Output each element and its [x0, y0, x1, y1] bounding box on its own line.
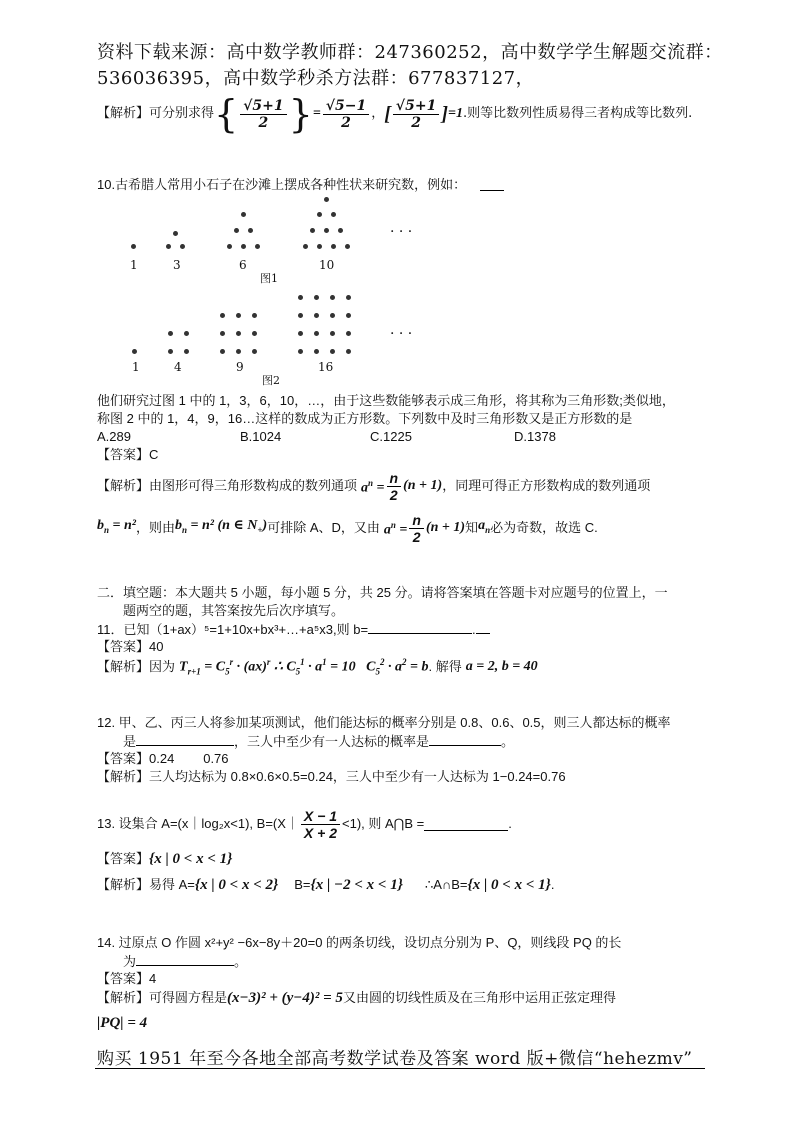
q14-stem-1: 14. 过原点 O 作圆 x²+y² −6x−8y＋20=0 的两条切线，设切点分别为 P、Q，则线段 PQ 的长 — [97, 935, 622, 950]
section2-line-2: 题两空的题，其答案按先后次序填写。 — [123, 603, 345, 618]
q11-stem: 11．已知（1+ax）⁵=1+10x+bx³+…+a⁵x3,则 b= . — [97, 620, 490, 639]
left-brace: { — [214, 92, 239, 136]
q10-option-c: C.1225 — [370, 429, 412, 444]
q14-circle-equation: (x−3)² + (y−4)² = 5 — [227, 990, 343, 1006]
formula-bn: $b_n = n^2$ — [97, 518, 136, 535]
figure-1 — [120, 192, 420, 285]
q13-set-b: {x | −2 < x < 1} — [310, 877, 403, 893]
fraction-n-over-2: $\frac{n}{2}$ — [387, 470, 402, 503]
q10-answer-value: C — [149, 447, 159, 462]
q13-blank[interactable] — [424, 817, 508, 831]
q13-set-c: {x | 0 < x < 1} — [467, 877, 551, 893]
header-line-2: 536036395，高中数学秒杀方法群：677837127， — [97, 68, 535, 89]
q12-blank-2[interactable] — [429, 732, 501, 746]
q10-option-d: D.1378 — [514, 429, 556, 444]
q11-answer-value: 40 — [149, 639, 164, 654]
q12-analysis: 【解析】三人均达标为 0.8×0.6×0.5=0.24，三人中至少有一人达标为 1−0.24=0.76 — [97, 769, 566, 784]
fraction-a: $\frac{√5+1}{2}$ — [240, 98, 286, 131]
formula-binomial-term: $T_{r+1} = C_5^r \cdot (ax)^r$ ∴ $C_5^1 \cdot a^1 = 10$ $C_5^2 \cdot a^2 = b$ — [179, 657, 429, 677]
fig1-label-6: 6 — [239, 258, 247, 272]
formula-n-plus-1-b: (n + 1) — [425, 520, 466, 535]
q10-option-b: B.1024 — [240, 429, 282, 444]
q11-answer: 【答案】40 — [97, 639, 164, 654]
equals-one: =1 — [448, 106, 463, 121]
q10-desc-1: 他们研究过图 1 中的 1，3，6，10，…，由于这些数能够表示成三角形，将其称为三角形数;类似地， — [97, 393, 675, 408]
fraction-c: $\frac{√5+1}{2}$ — [393, 98, 439, 131]
q13-fraction: $\frac{X - 1}{X + 2}$ — [301, 808, 340, 841]
formula-an-2: $a^n$ = — [383, 520, 408, 538]
q10-desc-2: 称图 2 中的 1，4，9，16…这样的数成为正方形数。下列数中及时三角形数又是正方形数的是 — [97, 411, 633, 426]
footer-divider — [95, 1068, 705, 1069]
right-brace: } — [288, 92, 313, 136]
right-bracket: ] — [441, 103, 449, 125]
q10-underline — [480, 190, 504, 191]
fraction-n-over-2-b: $\frac{n}{2}$ — [409, 512, 424, 545]
q13-answer-value: {x | 0 < x < 1} — [149, 851, 233, 867]
q12-answer-value: 0.24 0.76 — [149, 751, 229, 766]
formula-an-sub: $a_n$ — [478, 518, 491, 535]
q9-analysis-tag: 【解析】 — [97, 106, 150, 121]
q12-blank-1[interactable] — [136, 732, 234, 746]
q14-answer: 【答案】4 — [97, 971, 157, 986]
q10-analysis-1: 【解析】 由图形可得三角形数构成的数列通项 $a^n$ = $\frac{n}{2}$ (n + 1) ，同理可得正方形数构成的数列通项 — [97, 469, 651, 503]
header-line-1: 资料下载来源：高中数学教师群：247360252，高中数学学生解题交流群： — [97, 42, 723, 63]
q12-stem-2: 是 ，三人中至少有一人达标的概率是 。 — [123, 734, 515, 749]
footer-text: 购买 1951 年至今各地全部高考数学试卷及答案 word 版+微信“hehezmv” — [97, 1049, 693, 1069]
fraction-b: $\frac{√5-1}{2}$ — [323, 98, 369, 131]
q10-stem: 10.古希腊人常用小石子在沙滩上摆成各种性状来研究数，例如： — [97, 177, 467, 192]
formula-solution: a = 2, b = 40 — [465, 659, 538, 674]
q10-analysis-2: $b_n = n^2$ ，则由 $b_n = n^2$ (n ∈ $N_+$) 可排除 A、D，又由 $a^n$ = $\frac{n}{2}$ (n + 1) 知 $a_n$ 必为奇数，故选 C. — [97, 511, 598, 545]
fig1-label-1: 1 — [130, 258, 138, 272]
formula-n-plus-1: (n + 1) — [403, 478, 443, 493]
figure-2 — [120, 286, 420, 386]
left-bracket: [ — [384, 103, 391, 125]
q9-analysis-pre: 可分别求得 — [149, 106, 215, 121]
q9-analysis — [97, 94, 692, 134]
q13-analysis: 【解析】 易得 A= {x | 0 < x < 2} B= {x | −2 < x < 1} ∴A∩B= {x | 0 < x < 1} . — [97, 877, 555, 893]
q11-analysis: 【解析】 因为 $T_{r+1} = C_5^r \cdot (ax)^r$ ∴ $C_5^1 \cdot a^1 = 10$ $C_5^2 \cdot a^2 = b$ . 解得 a = 2, b = 40 — [97, 654, 538, 680]
fig2-label-9: 9 — [236, 360, 244, 374]
fig2-label-16: 16 — [318, 360, 334, 374]
q10-option-a: A.289 — [97, 429, 131, 444]
fig2-label-4: 4 — [174, 360, 182, 374]
fig2-ellipsis: · · · — [390, 326, 413, 342]
q10-answer: 【答案】C — [97, 447, 159, 462]
fig2-label-1: 1 — [132, 360, 140, 374]
q14-answer-value: 4 — [149, 971, 157, 986]
equals: = — [312, 106, 321, 121]
q14-stem-2: 为 。 — [123, 954, 248, 969]
q14-blank[interactable] — [136, 952, 234, 966]
q14-analysis: 【解析】 可得圆方程是 (x−3)² + (y−4)² = 5 又由圆的切线性质及在三角形中运用正弦定理得 — [97, 990, 616, 1006]
q14-result: |PQ| = 4 — [97, 1015, 148, 1031]
separator: ， — [371, 106, 385, 121]
fig2-caption: 图2 — [262, 374, 280, 387]
q13-answer: 【答案】 {x | 0 < x < 1} — [97, 851, 233, 867]
fig1-ellipsis: · · · — [390, 224, 413, 240]
q13-stem: 13. 设集合 A=(x｜log₂x<1), B=(X｜ $\frac{X - 1}{X + 2}$ <1), 则 A⋂B = . — [97, 807, 512, 841]
fig1-label-3: 3 — [173, 258, 181, 272]
fig1-caption: 图1 — [260, 272, 278, 285]
fig1-label-10: 10 — [319, 258, 335, 272]
q13-set-a: {x | 0 < x < 2} — [194, 877, 279, 893]
formula-bn-domain: $b_n = n^2$ (n ∈ $N_+$) — [175, 518, 268, 535]
section2-line-1: 二．填空题：本大题共 5 小题，每小题 5 分，共 25 分。请将答案填在答题卡对应题号的位置上，一 — [97, 585, 668, 600]
q12-stem-1: 12. 甲、乙、丙三人将参加某项测试，他们能达标的概率分别是 0.8、0.6、0.5，则三人都达标的概率 — [97, 715, 671, 730]
q11-blank[interactable] — [368, 620, 472, 634]
q9-analysis-post: .则等比数列性质易得三者构成等比数列. — [463, 106, 693, 121]
formula-an: $a^n$ = — [361, 478, 385, 496]
q12-answer: 【答案】0.24 0.76 — [97, 751, 229, 766]
